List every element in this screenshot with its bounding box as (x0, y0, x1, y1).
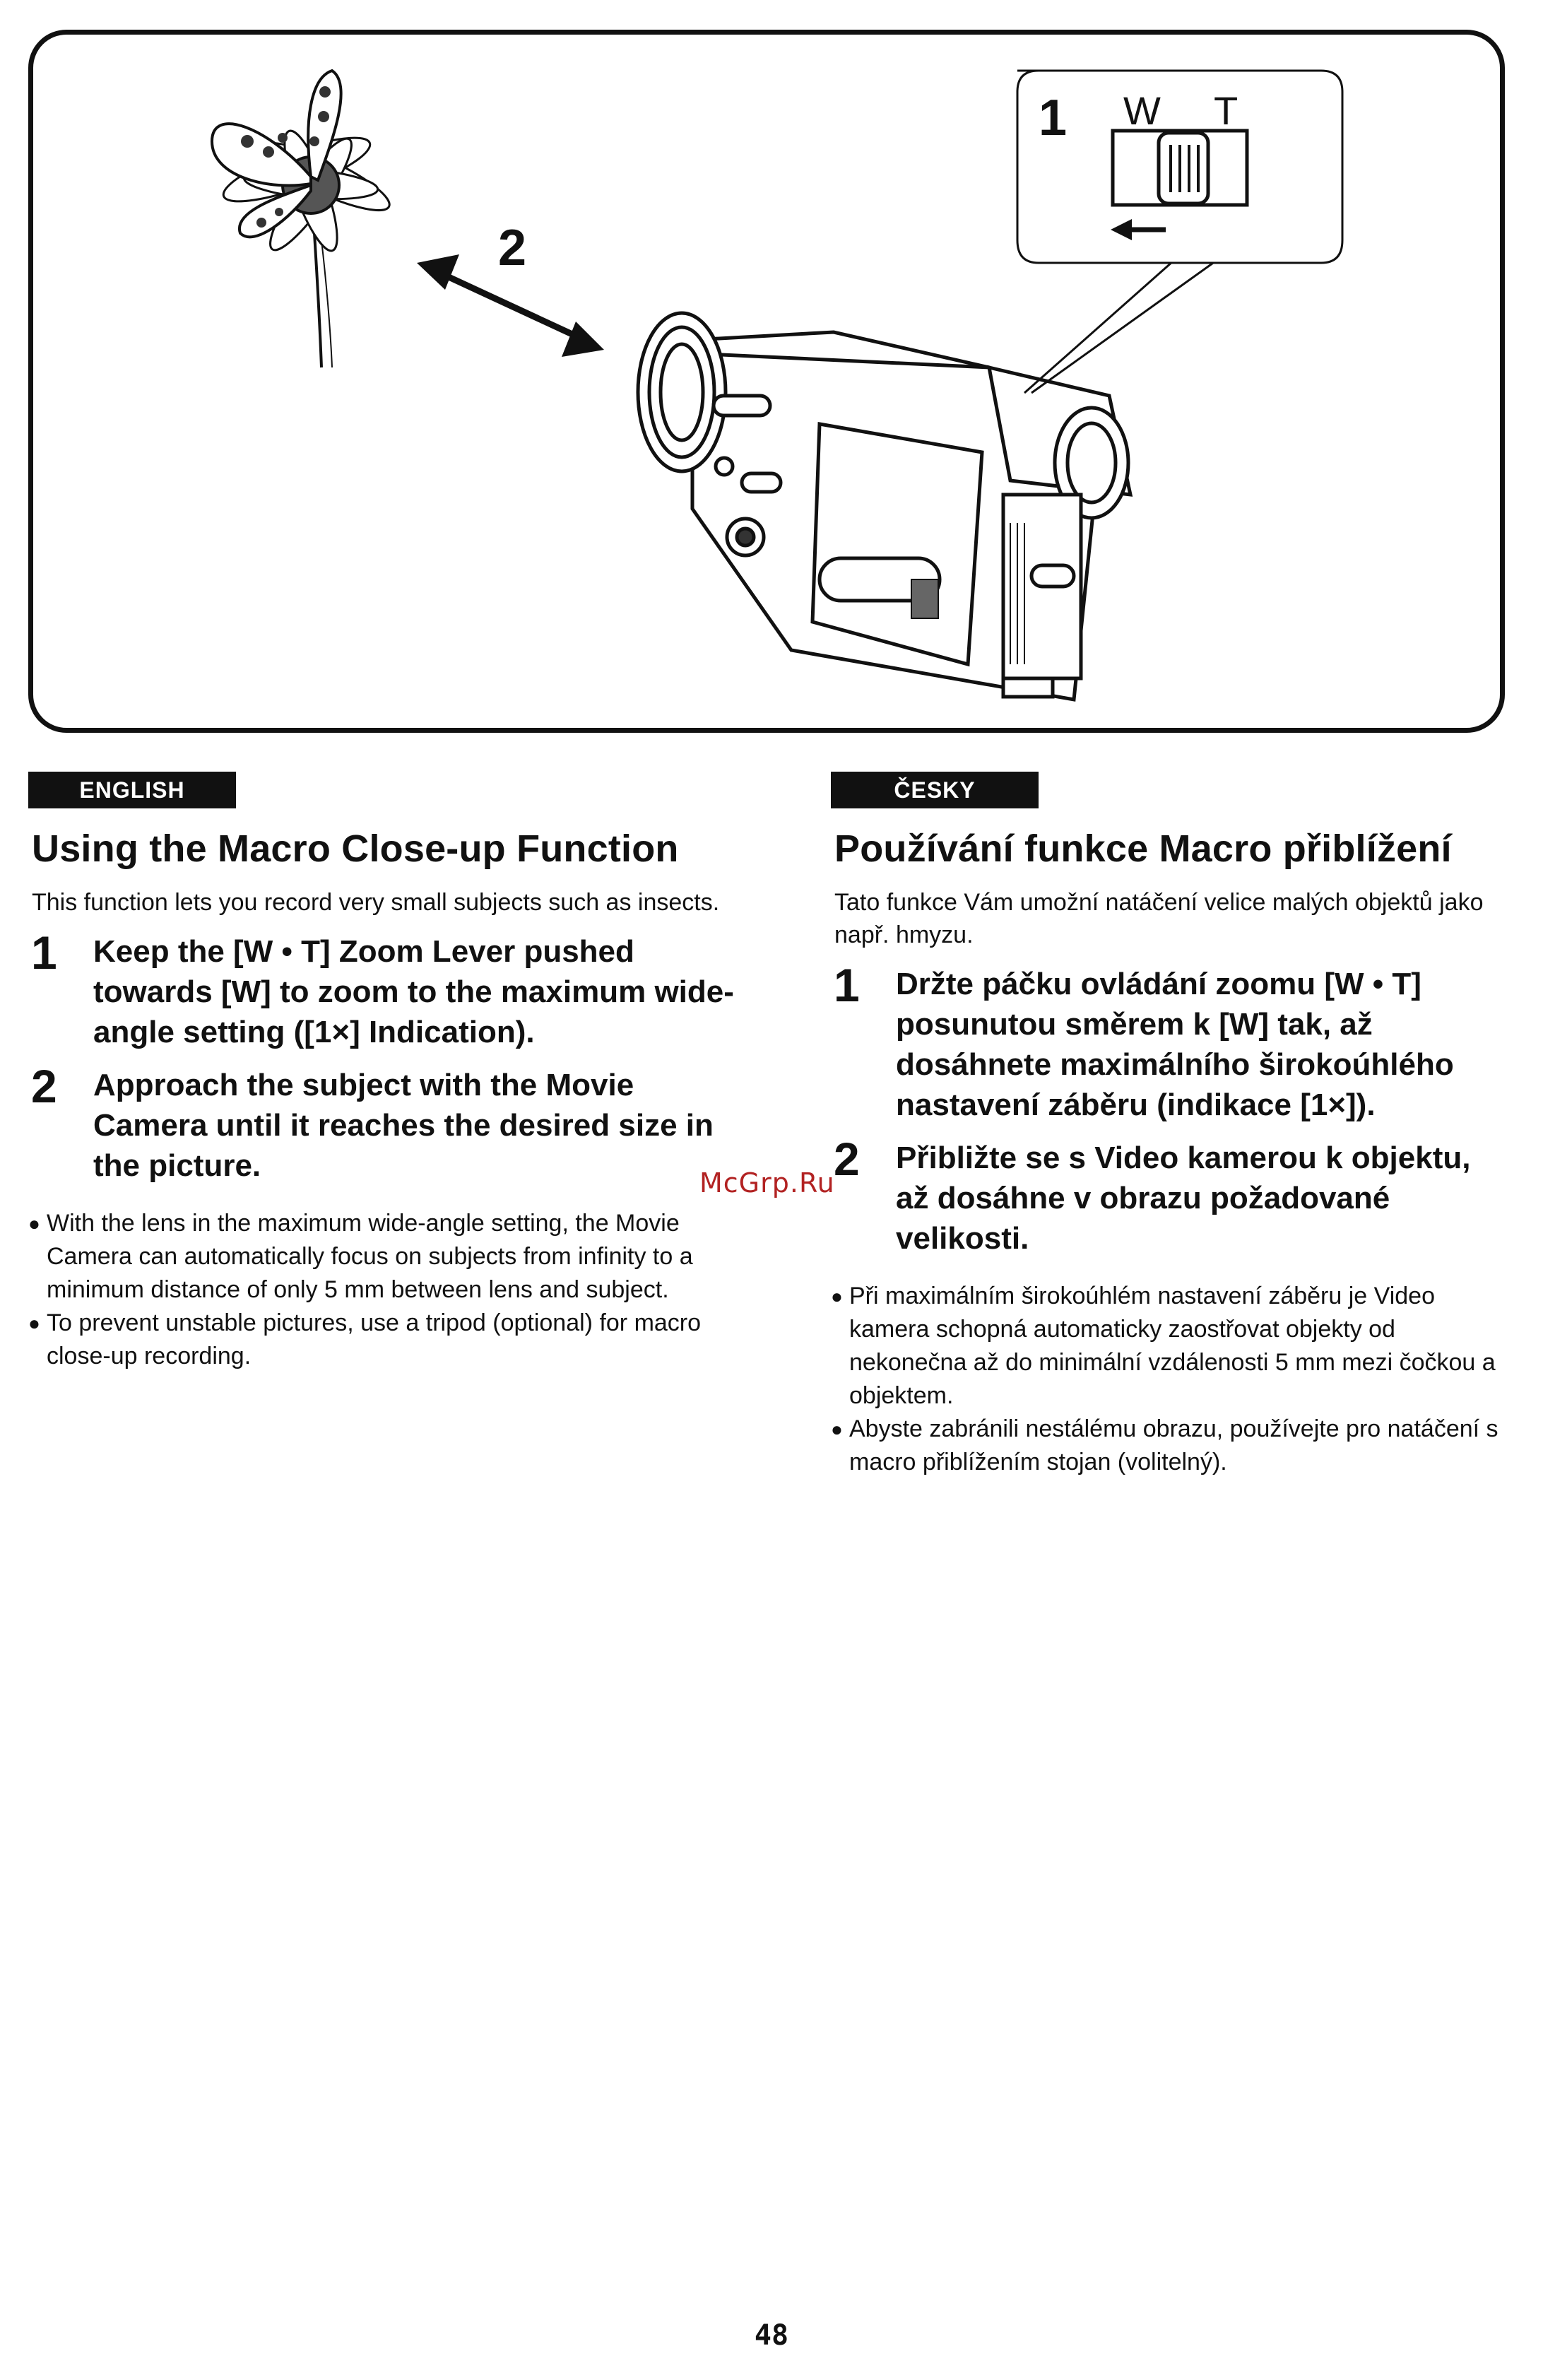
step-text: Držte páčku ovládání zoomu [W • T] posunutou směrem k [W] tak, až dosáhnete maximálního širokoúhlého nastavení záběru (indikace [1×]). (896, 967, 1454, 1122)
zoom-t-label: T (1214, 88, 1238, 133)
note-text: To prevent unstable pictures, use a tripod (optional) for macro close-up recording. (47, 1309, 702, 1369)
section-title: Using the Macro Close-up Function (32, 827, 679, 870)
step-item (28, 926, 742, 1052)
step-text: Approach the subject with the Movie Camera until it reaches the desired size in the picture. (93, 1068, 714, 1183)
arrow-step-number: 2 (498, 220, 527, 276)
step-number: 1 (834, 959, 860, 1011)
notes-list (831, 1280, 1509, 1479)
bullet-icon: ● (831, 1418, 843, 1440)
illustration (0, 0, 1543, 749)
step-number: 1 (31, 926, 57, 979)
note-item (28, 1207, 742, 1307)
intro-text: Tato funkce Vám umožní natáčení velice malých objektů jako např. hmyzu. (834, 889, 1484, 948)
note-text: Abyste zabránili nestálému obrazu, používejte pro natáčení s macro přiblížením stojan (volitelný). (849, 1415, 1498, 1475)
english-column (28, 772, 742, 1373)
step-item (831, 959, 1509, 1125)
step-number: 2 (834, 1133, 860, 1185)
bullet-icon: ● (28, 1312, 40, 1334)
step-item (831, 1133, 1509, 1259)
note-text: With the lens in the maximum wide-angle setting, the Movie Camera can automatically focus on subjects from infinity to a minimum distance of only 5 mm between lens and subject. (47, 1210, 693, 1303)
bullet-icon: ● (28, 1213, 40, 1235)
notes-list (28, 1207, 742, 1373)
step-number: 2 (31, 1060, 57, 1112)
step-item (28, 1060, 742, 1186)
note-item (831, 1413, 1509, 1479)
language-tab-czech: ČESKY (831, 772, 1039, 808)
language-tab-english: ENGLISH (28, 772, 236, 808)
step-text: Keep the [W • T] Zoom Lever pushed towards [W] to zoom to the maximum wide-angle setting ([1×] Indication). (93, 934, 734, 1049)
zoom-w-label: W (1123, 88, 1161, 133)
watermark: McGrp.Ru (699, 1167, 835, 1198)
step-text: Přibližte se s Video kamerou k objektu, až dosáhne v obrazu požadované velikosti. (896, 1141, 1471, 1256)
section-title: Používání funkce Macro přiblížení (834, 827, 1452, 870)
callout-step-number: 1 (1039, 90, 1068, 146)
note-item (28, 1307, 742, 1373)
note-item (831, 1280, 1509, 1413)
flower-with-butterfly-icon (212, 71, 396, 367)
page-number: 48 (754, 2319, 789, 2352)
zoom-lever-icon (1113, 131, 1247, 205)
note-text: Při maximálním širokoúhlém nastavení záběru je Video kamera schopná automaticky zaostřovat objekty od nekonečna až do minimální vzdálenosti 5 mm mezi čočkou a objektem. (849, 1283, 1496, 1409)
intro-text: This function lets you record very small subjects such as insects. (32, 889, 720, 916)
bullet-icon: ● (831, 1285, 843, 1307)
czech-column (831, 772, 1509, 1479)
camcorder-icon (638, 313, 1130, 700)
